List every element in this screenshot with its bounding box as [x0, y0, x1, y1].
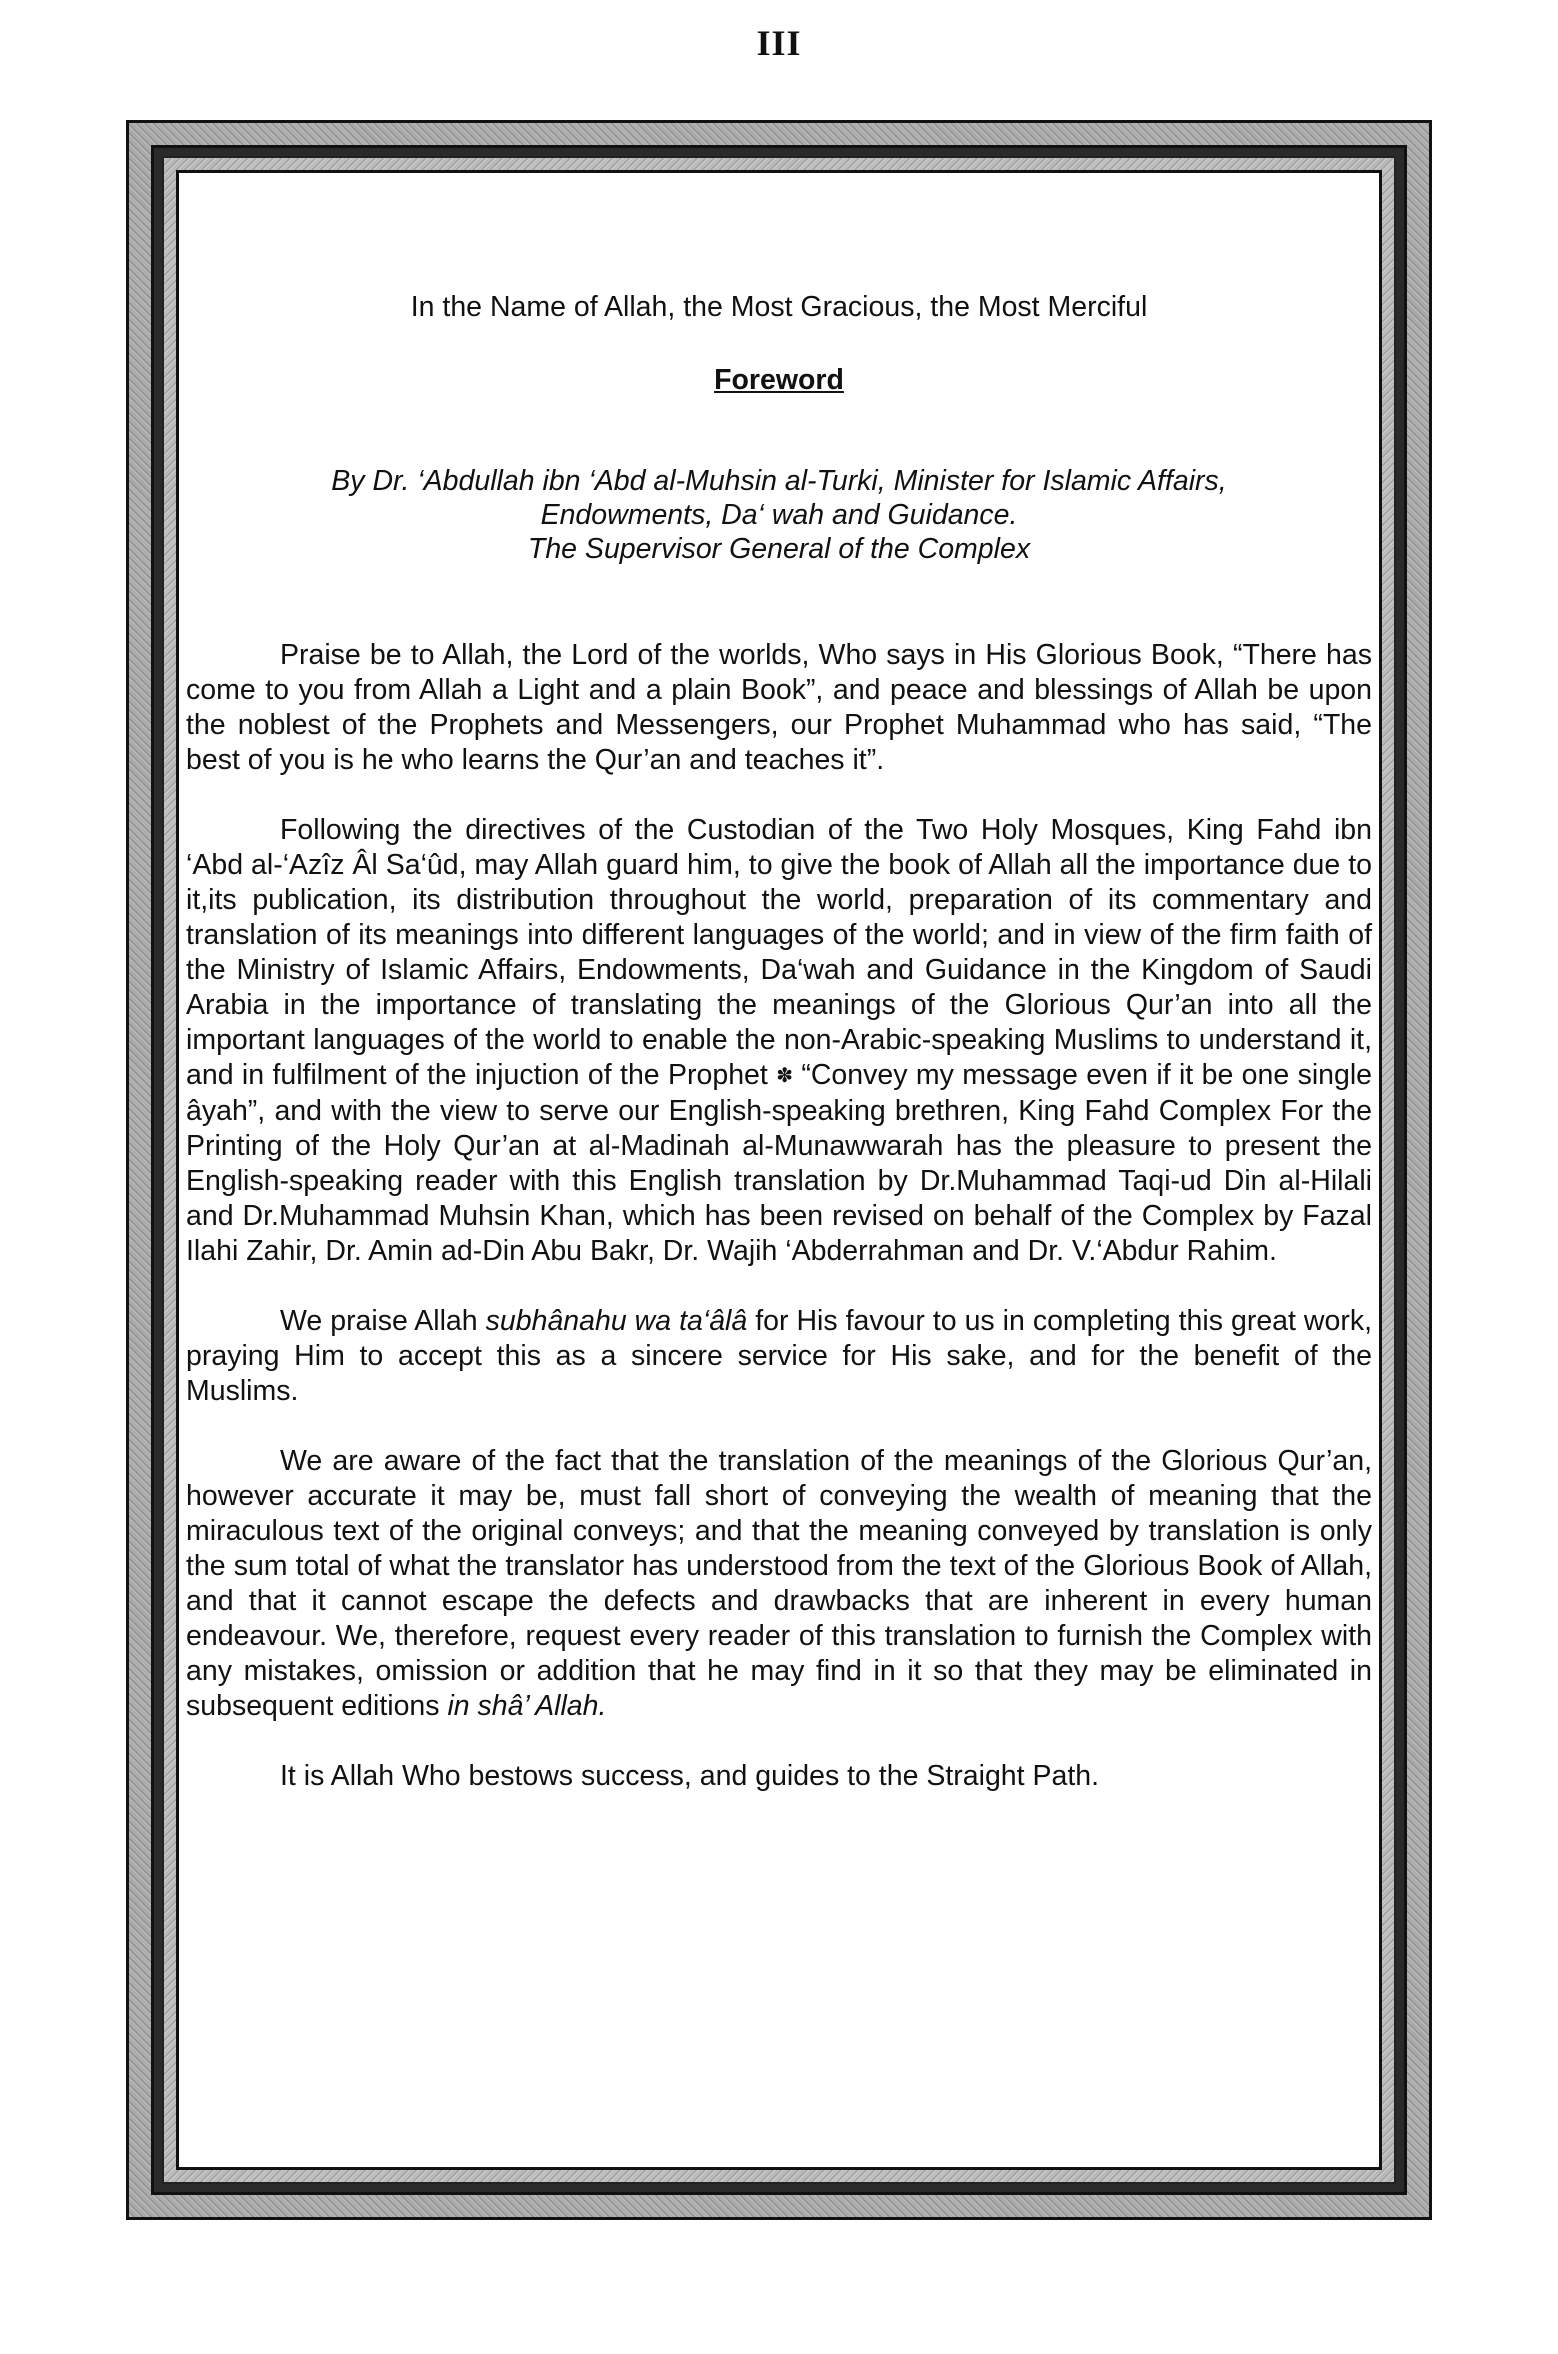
- paragraph-directives-part-2: “Convey my message even if it be one single âyah”, and with the view to serve our English-speaking brethren, King Fahd Complex For the Printing of the Holy Qur’an at al-Madinah al-Munawwarah has the pleasure to present the English-speaking reader with this English translation by Dr.Muhammad Taqi-ud Din al-Hilali and Dr.Muhammad Muhsin Khan, which has been revised on behalf of the Complex by Fazal Ilahi Zahir, Dr. Amin ad-Din Abu Bakr, Dr. Wajih ‘Abderrahman and Dr. V.‘Abdur Rahim.: [186, 1059, 1373, 1267]
- paragraph-praise: Praise be to Allah, the Lord of the worlds, Who says in His Glorious Book, “There has come to you from Allah a Light and a plain Book”, and peace and blessings of Allah be upon the noblest of the Prophets and Messengers, our Prophet Muhammad who has said, “The best of you is he who learns the Qur’an and teaches it”.: [186, 639, 1372, 776]
- paragraph-directives: [186, 813, 1372, 1269]
- byline-line-1: By Dr. ‘Abdullah ibn ‘Abd al-Muhsin al-Turki, Minister for Islamic Affairs,: [331, 465, 1227, 497]
- paragraph-praise-allah-part-2: for His favour to us in completing this great work, praying Him to accept this as a sincere service for His sake, and for the benefit of the Muslims.: [186, 1304, 1373, 1407]
- page-title: Foreword: [714, 364, 844, 396]
- byline-line-2: Endowments, Da‘ wah and Guidance.: [540, 499, 1018, 531]
- page-number: III: [756, 23, 802, 63]
- paragraph-praise-allah-italic: subhânahu wa ta‘âlâ: [485, 1304, 748, 1337]
- paragraph-awareness-italic: in shâ’ Allah.: [447, 1689, 607, 1722]
- byline-line-3: The Supervisor General of the Complex: [527, 533, 1031, 565]
- paragraph-awareness-part-1: We are aware of the fact that the translation of the meanings of the Glorious Qur’an, however accurate it may be, must fall short of conveying the wealth of meaning that the miraculous text of the original conveys; and that the meaning conveyed by translation is only the sum total of what the translator has understood from the text of the Glorious Book of Allah, and that it cannot escape the defects and drawbacks that are inherent in every human endeavour. We, therefore, request every reader of this translation to furnish the Complex with any mistakes, omission or addition that he may find in it so that they may be eliminated in subsequent editions: [186, 1444, 1372, 1722]
- paragraph-praise-allah-part-1: We praise Allah: [280, 1304, 478, 1337]
- paragraph-awareness: [186, 1444, 1372, 1724]
- paragraph-closing: It is Allah Who bestows success, and guides to the Straight Path.: [280, 1759, 1100, 1792]
- foreword-text: [186, 290, 1372, 1794]
- byline: [186, 464, 1372, 566]
- prophet-salutation-icon: ✽: [776, 1064, 793, 1087]
- invocation: In the Name of Allah, the Most Gracious, the Most Merciful: [410, 291, 1148, 323]
- paragraph-directives-part-1: Following the directives of the Custodian of the Two Holy Mosques, King Fahd ibn ‘Abd al-‘Azîz Âl Sa‘ûd, may Allah guard him, to give the book of Allah all the importance due to it,its publication, its distribution throughout the world, preparation of its commentary and translation of its meanings into different languages of the world; and in view of the firm faith of the Ministry of Islamic Affairs, Endowments, Da‘wah and Guidance in the Kingdom of Saudi Arabia in the importance of translating the meanings of the Glorious Qur’an into all the important languages of the world to enable the non-Arabic-speaking Muslims to understand it, and in fulfilment of the injuction of the Prophet: [186, 814, 1372, 1091]
- paragraph-praise-allah: [186, 1304, 1372, 1409]
